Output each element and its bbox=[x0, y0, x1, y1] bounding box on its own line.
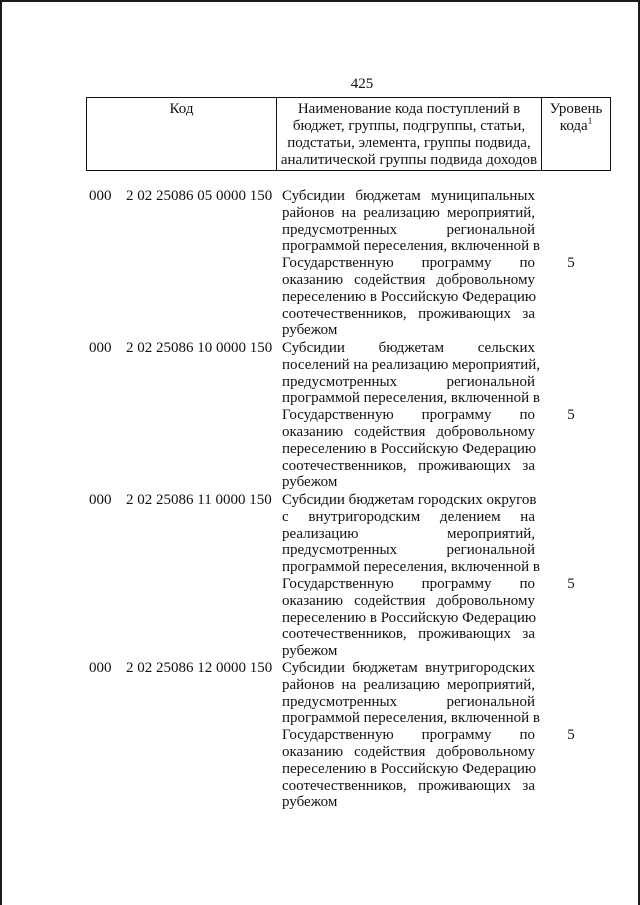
header-name-cell bbox=[277, 98, 542, 171]
description-line: предусмотренных региональной bbox=[282, 373, 535, 390]
page-number: 425 bbox=[350, 76, 374, 92]
revenue-code: 2 02 25086 12 0000 150 bbox=[126, 660, 273, 676]
header-level-line: Уровень bbox=[549, 101, 603, 117]
header-name-line: аналитической группы подвида доходов bbox=[280, 152, 538, 168]
description-line: Государственную программу по bbox=[282, 255, 535, 272]
description-line: Субсидии бюджетам внутригородских bbox=[282, 660, 535, 676]
scan-border-top bbox=[0, 0, 640, 2]
footnote-marker: 1 bbox=[587, 116, 593, 126]
admin-code: 000 bbox=[89, 660, 112, 676]
description-line: районов на реализацию мероприятий, bbox=[282, 676, 535, 693]
description-line: рубежом bbox=[282, 643, 338, 660]
code-level: 5 bbox=[567, 576, 575, 592]
description-line: оказанию содействия добровольному bbox=[282, 271, 535, 288]
description-line: реализацию мероприятий, bbox=[282, 525, 535, 542]
revenue-code: 2 02 25086 11 0000 150 bbox=[126, 492, 272, 508]
header-name-line: подстатьи, элемента, группы подвида, bbox=[287, 135, 531, 151]
code-level: 5 bbox=[567, 255, 575, 272]
header-name-line: бюджет, группы, подгруппы, статьи, bbox=[292, 118, 526, 134]
description-line: переселению в Российскую Федерацию bbox=[282, 609, 537, 626]
header-level-line: кода bbox=[559, 118, 588, 134]
revenue-code: 2 02 25086 10 0000 150 bbox=[126, 340, 273, 356]
description-line: Субсидии бюджетам муниципальных bbox=[282, 188, 535, 204]
description-line: оказанию содействия добровольному bbox=[282, 592, 535, 609]
description-line: Государственную программу по bbox=[282, 407, 535, 424]
description-line: переселению в Российскую Федерацию bbox=[282, 288, 537, 305]
scan-border-left bbox=[0, 0, 2, 905]
header-code: Код bbox=[169, 101, 194, 117]
description-line: с внутригородским делением на bbox=[282, 508, 535, 525]
description-line: соотечественников, проживающих за bbox=[282, 626, 535, 643]
description-line: соотечественников, проживающих за bbox=[282, 777, 535, 794]
description-line: поселений на реализацию мероприятий, bbox=[282, 356, 541, 373]
table-header bbox=[86, 97, 611, 171]
description-line: программой переселения, включенной в bbox=[282, 559, 541, 576]
description-line: переселению в Российскую Федерацию bbox=[282, 760, 537, 777]
description-line: рубежом bbox=[282, 794, 338, 811]
header-name-line: Наименование кода поступлений в bbox=[297, 101, 521, 117]
description-line: переселению в Российскую Федерацию bbox=[282, 440, 537, 457]
description-line: Субсидии бюджетам городских округов bbox=[282, 492, 537, 508]
description-line: предусмотренных региональной bbox=[282, 221, 535, 238]
description-line: рубежом bbox=[282, 322, 338, 339]
description-line: районов на реализацию мероприятий, bbox=[282, 204, 535, 221]
description-line: Государственную программу по bbox=[282, 727, 535, 744]
revenue-code-description bbox=[282, 492, 541, 660]
description-line: программой переселения, включенной в bbox=[282, 238, 541, 255]
revenue-code: 2 02 25086 05 0000 150 bbox=[126, 188, 273, 204]
description-line: соотечественников, проживающих за bbox=[282, 457, 535, 474]
description-line: оказанию содействия добровольному bbox=[282, 423, 535, 440]
revenue-code-description bbox=[282, 340, 541, 491]
revenue-code-description bbox=[282, 660, 541, 811]
description-line: предусмотренных региональной bbox=[282, 542, 535, 559]
code-level: 5 bbox=[567, 727, 575, 744]
code-level: 5 bbox=[567, 407, 575, 424]
admin-code: 000 bbox=[89, 492, 112, 508]
header-code-cell bbox=[87, 98, 277, 171]
description-line: программой переселения, включенной в bbox=[282, 390, 541, 407]
admin-code: 000 bbox=[89, 340, 112, 356]
admin-code: 000 bbox=[89, 188, 112, 204]
description-line: Государственную программу по bbox=[282, 575, 535, 592]
description-line: оказанию содействия добровольному bbox=[282, 743, 535, 760]
description-line: предусмотренных региональной bbox=[282, 693, 535, 710]
revenue-code-description bbox=[282, 188, 541, 339]
description-line: программой переселения, включенной в bbox=[282, 710, 541, 727]
description-line: рубежом bbox=[282, 474, 338, 491]
description-line: Субсидии бюджетам сельских bbox=[282, 340, 535, 356]
description-line: соотечественников, проживающих за bbox=[282, 305, 535, 322]
header-level-cell bbox=[542, 98, 611, 171]
